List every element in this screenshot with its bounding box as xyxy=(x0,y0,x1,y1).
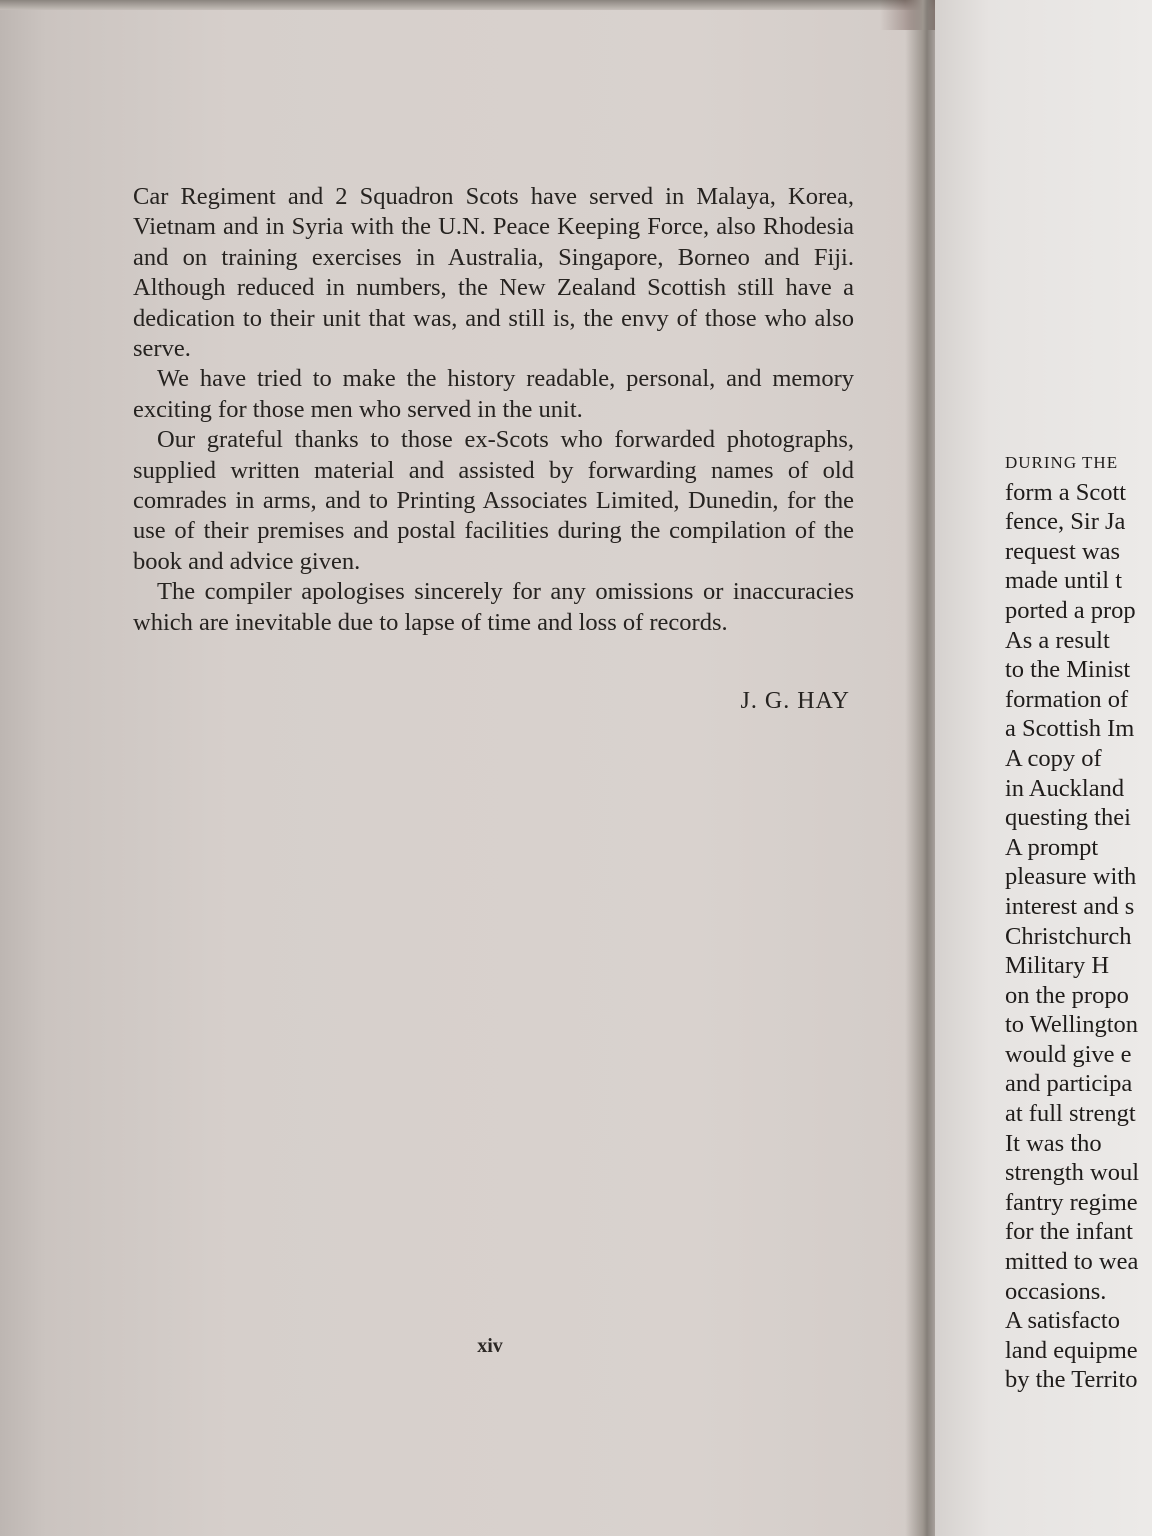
right-page-line: It was tho xyxy=(1005,1129,1102,1157)
right-page-line: made until t xyxy=(1005,567,1123,595)
right-page-line: at full strengt xyxy=(1005,1100,1136,1128)
right-page-line: fantry regime xyxy=(1005,1188,1138,1216)
right-page-line: strength woul xyxy=(1005,1159,1140,1187)
author-signature: J. G. HAY xyxy=(740,688,850,714)
right-page-line: A copy of xyxy=(1005,744,1102,772)
right-page-line: Christchurch xyxy=(1005,922,1132,950)
right-page-line: to the Minist xyxy=(1005,656,1131,684)
page-top-edge xyxy=(0,0,940,10)
right-page-body xyxy=(1005,448,1152,1395)
right-page-line: formation of xyxy=(1005,685,1129,713)
right-page-line: ported a prop xyxy=(1005,596,1136,624)
paragraph-1: Car Regiment and 2 Squadron Scots have served in Malaya, Korea, Vietnam and in Syria with the U.N. Peace Keeping Force, also Rhodesia and on training exercises in Australia, Singapore, Borneo and Fiji. Although reduced in numbers, the New Zealand Scottish still have a dedication to their unit that was, and still is, the envy of those who also serve. xyxy=(133,183,854,363)
right-page-line: questing thei xyxy=(1005,804,1131,832)
right-page-line: and participa xyxy=(1005,1070,1133,1098)
right-page-line: occasions. xyxy=(1005,1277,1107,1305)
right-page-line: As a result xyxy=(1005,626,1110,654)
right-page-line: Military H xyxy=(1005,952,1110,980)
paragraph-4: The compiler apologises sincerely for any omissions or inaccuracies which are inevitable due to lapse of time and loss of records. xyxy=(133,578,854,636)
right-page-line: request was xyxy=(1005,537,1120,565)
right-page-line: land equipme xyxy=(1005,1336,1138,1364)
left-page-body xyxy=(133,182,854,638)
right-page-line: for the infant xyxy=(1005,1218,1133,1246)
paragraph-2: We have tried to make the history readable, personal, and memory exciting for those men who served in the unit. xyxy=(133,365,854,423)
right-page-line: A satisfacto xyxy=(1005,1307,1120,1335)
right-page-line: in Auckland xyxy=(1005,774,1125,802)
right-page-line: would give e xyxy=(1005,1040,1132,1068)
right-page-line: fence, Sir Ja xyxy=(1005,508,1126,536)
right-page-line: mitted to wea xyxy=(1005,1248,1139,1276)
right-page xyxy=(935,0,1152,1536)
right-page-line: form a Scott xyxy=(1005,478,1127,506)
right-page-line: DURING THE xyxy=(1005,453,1119,472)
right-page-line: interest and s xyxy=(1005,892,1135,920)
right-page-line: to Wellington xyxy=(1005,1011,1139,1039)
page-number: xiv xyxy=(477,1335,503,1357)
right-page-line: by the Territo xyxy=(1005,1366,1138,1394)
paragraph-3: Our grateful thanks to those ex-Scots who forwarded photographs, supplied written material and assisted by forwarding names of old comrades in arms, and to Printing Associates Limited, Dunedin, for the use of their premises and postal facilities during the compilation of the book and advice given. xyxy=(133,426,854,575)
right-page-line: pleasure with xyxy=(1005,863,1137,891)
right-page-line: on the propo xyxy=(1005,981,1129,1009)
right-page-line: a Scottish Im xyxy=(1005,715,1135,743)
right-page-line: A prompt xyxy=(1005,833,1099,861)
